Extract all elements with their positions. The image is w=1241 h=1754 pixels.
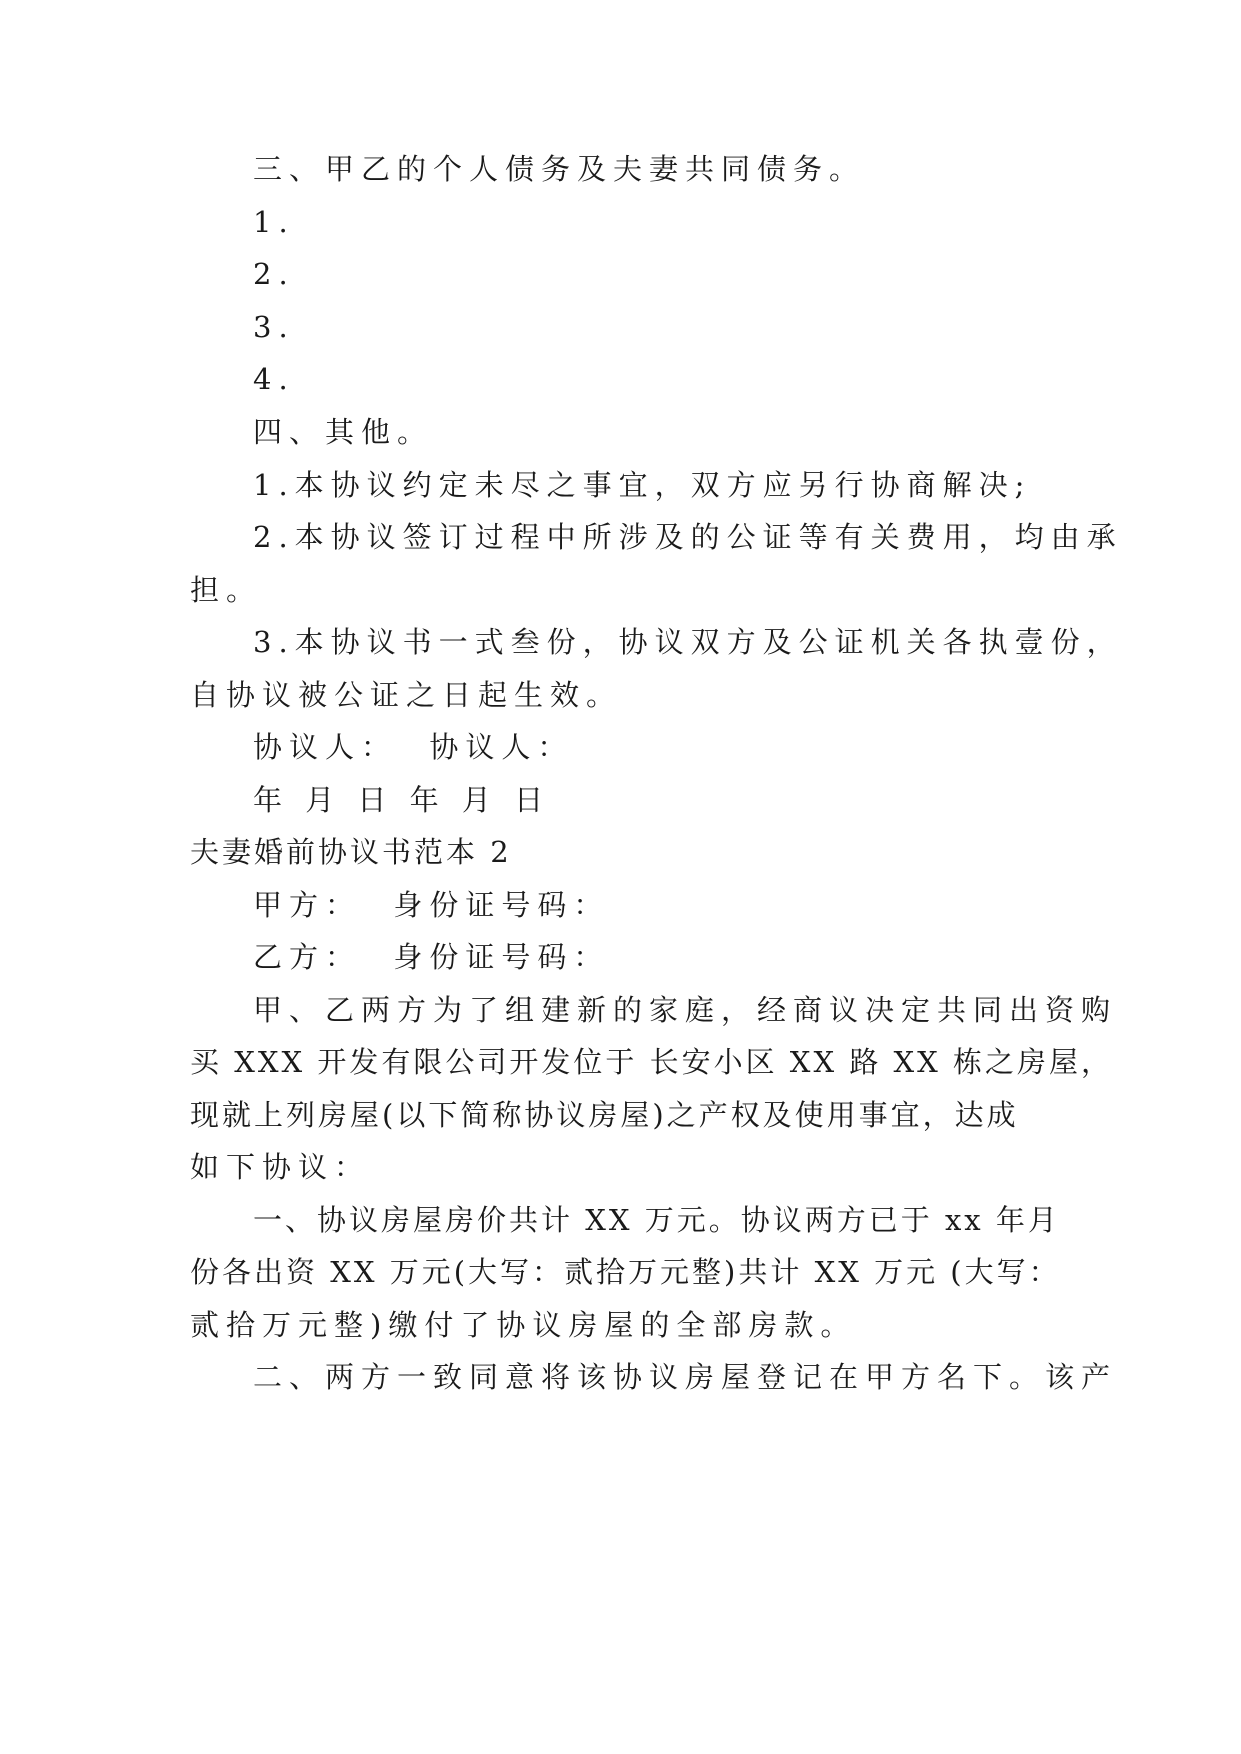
- paragraph-line: 份各出资 XX 万元(大写：贰拾万元整)共计 XX 万元 (大写：: [190, 1255, 1061, 1289]
- list-item: 1.: [253, 205, 295, 239]
- paragraph-line: 3.本协议书一式叁份，协议双方及公证机关各执壹份，: [253, 625, 1123, 659]
- section-heading-other: 四、其他。: [253, 415, 434, 449]
- list-item: 2.: [253, 257, 295, 291]
- list-item: 3.: [253, 310, 295, 344]
- paragraph-line: 现就上列房屋(以下简称协议房屋)之产权及使用事宜，达成: [190, 1098, 1019, 1132]
- paragraph-line: 一、协议房屋房价共计 XX 万元。协议两方已于 xx 年月: [253, 1203, 1060, 1237]
- paragraph-line: 二、两方一致同意将该协议房屋登记在甲方名下。该产: [253, 1360, 1118, 1394]
- paragraph-line: 2.本协议签订过程中所涉及的公证等有关费用，均由承: [253, 520, 1123, 554]
- party-b-line: 乙方： 身份证号码：: [253, 940, 610, 974]
- paragraph-line: 如下协议：: [190, 1150, 371, 1184]
- party-a-line: 甲方： 身份证号码：: [253, 888, 610, 922]
- document-title: 夫妻婚前协议书范本 2: [190, 835, 512, 869]
- paragraph-line: 贰拾万元整)缴付了协议房屋的全部房款。: [190, 1308, 857, 1342]
- paragraph-line: 1.本协议约定未尽之事宜，双方应另行协商解决;: [253, 468, 1032, 502]
- date-line: 年 月 日 年 月 日: [253, 783, 551, 817]
- paragraph-line: 担。: [190, 573, 263, 607]
- section-heading-debts: 三、甲乙的个人债务及夫妻共同债务。: [253, 152, 866, 186]
- paragraph-line: 自协议被公证之日起生效。: [190, 678, 623, 712]
- paragraph-line: 甲、乙两方为了组建新的家庭，经商议决定共同出资购: [253, 993, 1118, 1027]
- list-item: 4.: [253, 362, 295, 396]
- signature-label: 协议人： 协议人：: [253, 730, 574, 764]
- paragraph-line: 买 XXX 开发有限公司开发位于 长安小区 XX 路 XX 栋之房屋，: [190, 1045, 1114, 1079]
